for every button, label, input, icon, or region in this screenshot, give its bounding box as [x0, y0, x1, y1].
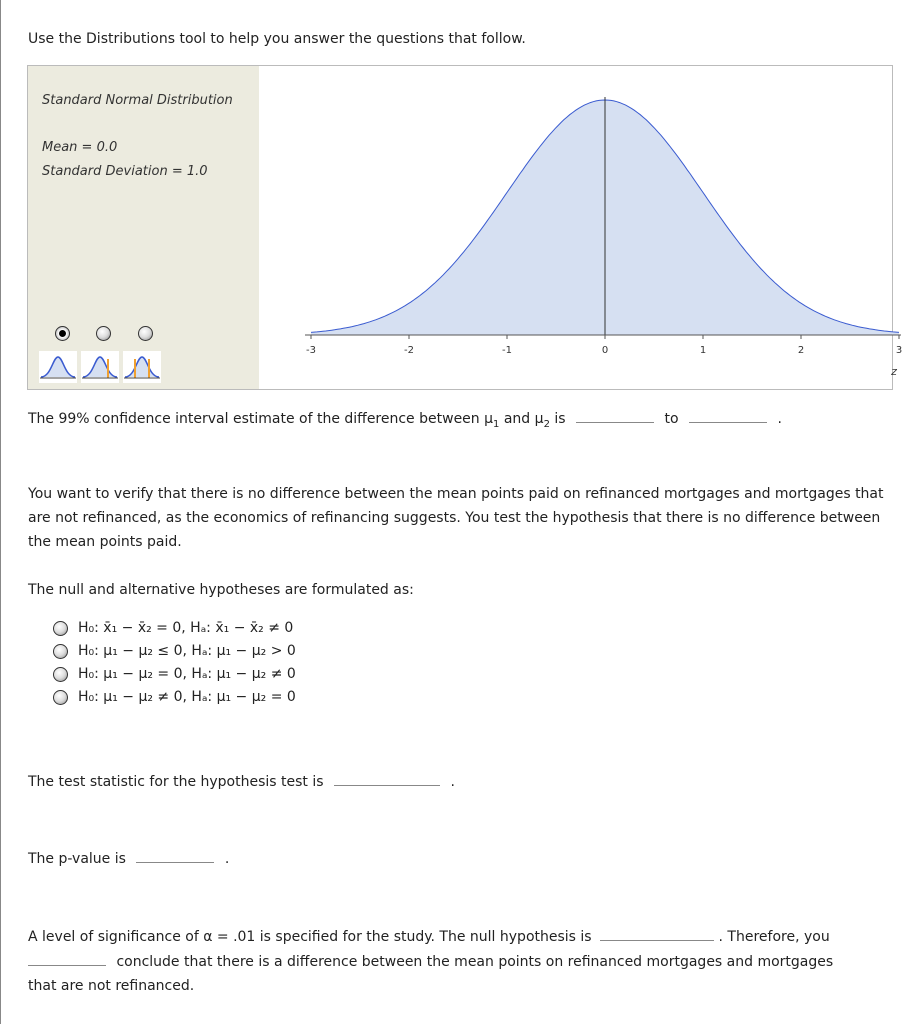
mode-two-tail-radio[interactable]: [138, 326, 153, 341]
instruction: Use the Distributions tool to help you answer the questions that follow.: [28, 31, 526, 47]
tool-sidebar: [28, 66, 259, 389]
normal-distribution-chart: [260, 66, 903, 389]
hypothesis-option-4[interactable]: H₀: μ₁ − μ₂ ≠ 0, Hₐ: μ₁ − μ₂ = 0: [53, 689, 296, 705]
p-value-question: The p-value is .: [28, 846, 229, 867]
tool-title: Standard Normal Distribution: [42, 93, 233, 108]
hypothesis-option-1[interactable]: H₀: x̄₁ − x̄₂ = 0, Hₐ: x̄₁ − x̄₂ ≠ 0: [53, 620, 293, 636]
radio-button[interactable]: [53, 690, 68, 705]
x-tick-label: 3: [895, 345, 903, 356]
hypotheses-intro: The null and alternative hypotheses are formulated as:: [28, 582, 414, 598]
test-statistic-input[interactable]: [334, 769, 440, 786]
x-tick-label: 2: [797, 345, 805, 356]
x-tick-label: -2: [404, 345, 414, 356]
radio-button[interactable]: [53, 621, 68, 636]
mean-label: Mean = 0.0: [42, 140, 118, 155]
hypothesis-option-3[interactable]: H₀: μ₁ − μ₂ = 0, Hₐ: μ₁ − μ₂ ≠ 0: [53, 666, 296, 682]
x-tick-label: 0: [601, 345, 609, 356]
radio-button[interactable]: [53, 667, 68, 682]
scenario-paragraph: You want to verify that there is no difference between the mean points paid on refinanced mortgages and mortgages that are not refinanced, as the economics of refinancing suggests. You test the hypothesis that there is no difference between the mean points paid.: [28, 486, 884, 550]
mode-one-tail-radio[interactable]: [96, 326, 111, 341]
x-tick-label: -3: [306, 345, 316, 356]
normal-curve-icon[interactable]: [39, 351, 77, 383]
ci-lower-input[interactable]: [576, 406, 654, 423]
x-tick-label: -1: [502, 345, 512, 356]
p-value-input[interactable]: [136, 846, 214, 863]
radio-button[interactable]: [53, 644, 68, 659]
hypothesis-option-2[interactable]: H₀: μ₁ − μ₂ ≤ 0, Hₐ: μ₁ − μ₂ > 0: [53, 643, 296, 659]
sd-label: Standard Deviation = 1.0: [42, 164, 208, 179]
conclusion-select[interactable]: [28, 949, 106, 966]
x-tick-label: 1: [699, 345, 707, 356]
mode-normal-radio[interactable]: [55, 326, 70, 341]
x-axis-label: z: [891, 365, 897, 378]
null-hypothesis-decision-select[interactable]: [600, 924, 714, 941]
ci-upper-input[interactable]: [689, 406, 767, 423]
one-tail-curve-icon[interactable]: [81, 351, 119, 383]
two-tail-curve-icon[interactable]: [123, 351, 161, 383]
distributions-tool: [27, 65, 903, 390]
ci-question: The 99% confidence interval estimate of the difference between $\mu_1$ and $\mu_2$ is to .: [28, 406, 782, 430]
conclusion-question: A level of significance of α = .01 is specified for the study. The null hypothesis is . Therefore, you conclude that there is a difference between the mean points on refinanced mortgages and mortgages that are not refinanced.: [28, 924, 894, 998]
test-statistic-question: The test statistic for the hypothesis test is .: [28, 769, 455, 790]
